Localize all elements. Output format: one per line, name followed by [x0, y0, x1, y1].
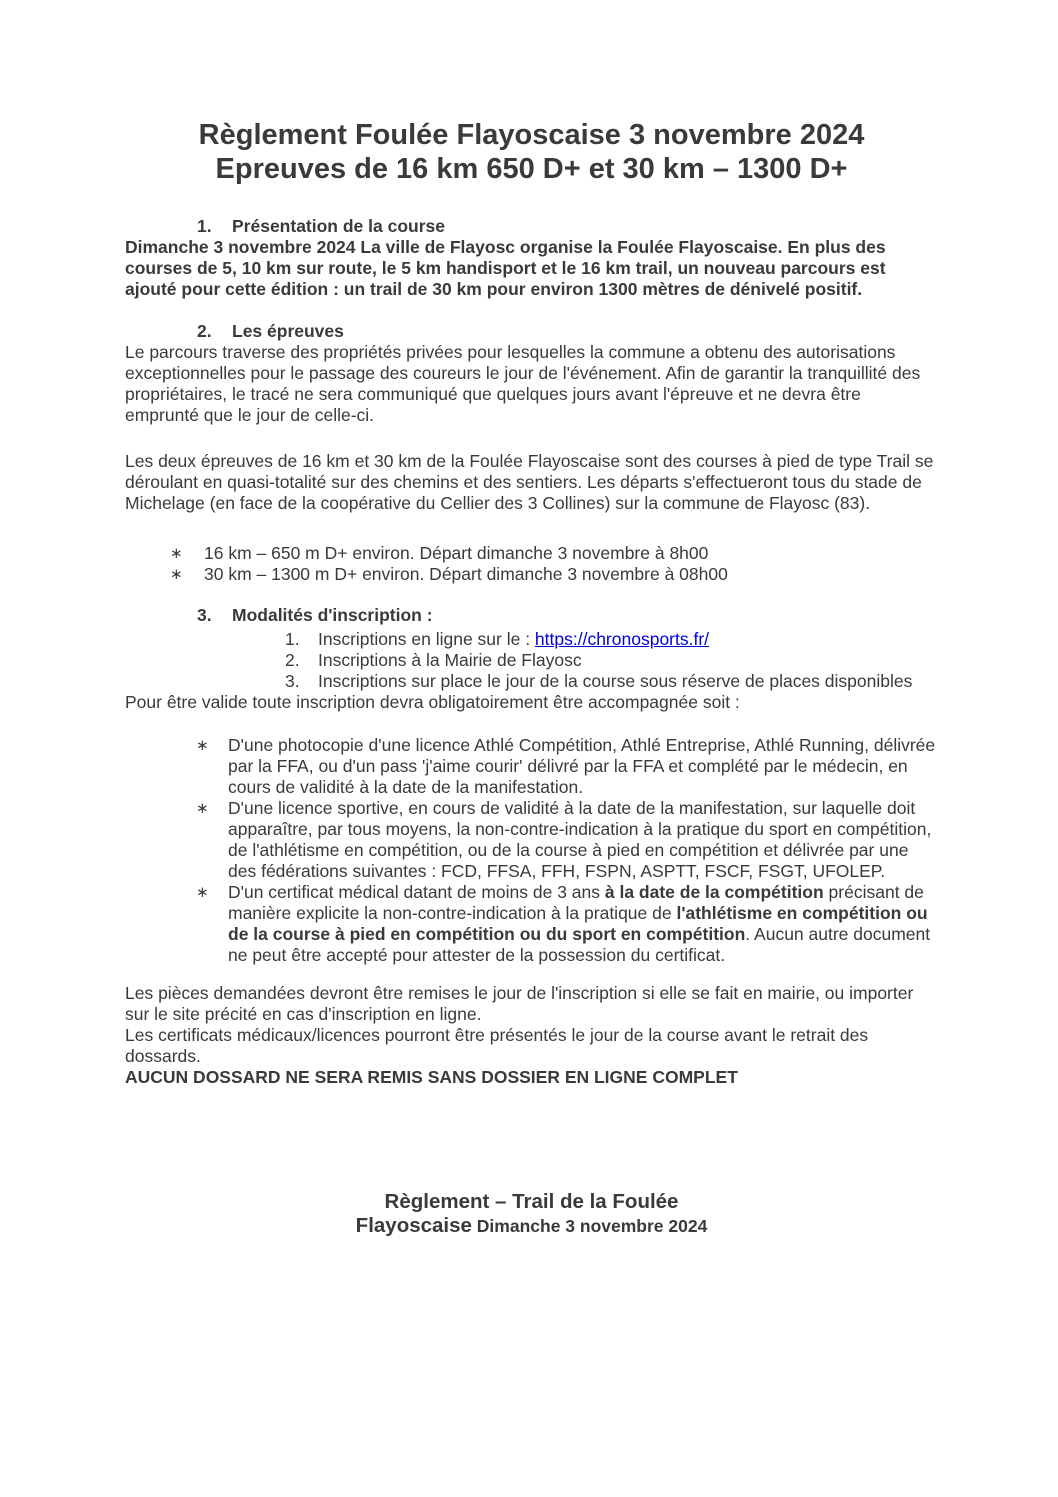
page-footer [125, 1189, 938, 1238]
title-line-2: Epreuves de 16 km 650 D+ et 30 km – 1300 D+ [215, 153, 848, 185]
registration-online-text: Inscriptions en ligne sur le : [318, 629, 535, 649]
registration-mairie: Inscriptions à la Mairie de Flayosc [318, 650, 582, 670]
certificate-bold-2: l'athlétisme en compétition ou de la course à pied en compétition ou du sport en compétition [228, 903, 928, 944]
spacer [125, 426, 938, 451]
license-bullet-list [125, 735, 938, 966]
list-item [170, 564, 938, 585]
event-30km: 30 km – 1300 m D+ environ. Départ dimanche 3 novembre à 08h00 [204, 564, 728, 584]
spacer [125, 585, 938, 605]
license-sportive: D'une licence sportive, en cours de validité à la date de la manifestation, sur laquelle doit apparaître, par tous moyens, la non-contre-indication à la pratique du sport en compétition, de l'athlétisme en compétition, ou de la course à pied en compétition et délivrée par une des fédérations suivantes : FCD, FFSA, FFH, FSPN, ASPTT, FSCF, FSGT, UFOLEP. [228, 798, 932, 881]
closing-paragraph-1: Les pièces demandées devront être remises le jour de l'inscription si elle se fait en mairie, ou importer sur le site précité en cas d'inscription en ligne. [125, 983, 914, 1024]
certificate-text: . Aucun autre document ne peut être accepté pour attester de la possession du certificat. [228, 924, 931, 965]
footer-line-1: Règlement – Trail de la Foulée [384, 1190, 679, 1213]
section-1-number: 1. [197, 216, 212, 236]
list-item [170, 543, 938, 564]
events-bullet-list [125, 543, 938, 585]
bullet-icon: ∗ [196, 884, 209, 901]
section-2-number: 2. [197, 321, 212, 341]
bullet-icon: ∗ [170, 545, 183, 562]
registration-numbered-list [125, 629, 938, 692]
bullet-icon: ∗ [196, 800, 209, 817]
document-title [125, 118, 938, 186]
section-2-title: Les épreuves [232, 321, 344, 341]
certificate-bold-1: à la date de la compétition [604, 882, 824, 902]
footer-line-2 [125, 1214, 938, 1238]
section-2-paragraph-1: Le parcours traverse des propriétés privées pour lesquelles la commune a obtenu des autorisations exceptionnelles pour le passage des coureurs le jour de l'événement. Afin de garantir la tranquillité des propriétaires, le tracé ne sera communiqué que quelques jours avant l'épreuve et ne devra être emprunté que le jour de celle-ci. [125, 342, 921, 425]
medical-certificate [228, 882, 938, 966]
bullet-icon: ∗ [170, 566, 183, 583]
list-item [285, 629, 938, 650]
spacer [125, 713, 938, 735]
license-ffa: D'une photocopie d'une licence Athlé Compétition, Athlé Entreprise, Athlé Running, délivrée par la FFA, ou d'un pass 'j'aime courir' délivré par la FFA et complété par le médecin, en cours de validité à la date de la manifestation. [228, 735, 936, 797]
section-1-paragraph: Dimanche 3 novembre 2024 La ville de Flayosc organise la Foulée Flayoscaise. En plus des courses de 5, 10 km sur route, le 5 km handisport et le 16 km trail, un nouveau parcours est ajouté pour cette édition : un trail de 30 km pour environ 1300 mètres de dénivelé positif. [125, 237, 886, 299]
section-3-title: Modalités d'inscription : [232, 605, 433, 625]
item-number: 3. [285, 671, 300, 691]
event-16km: 16 km – 650 m D+ environ. Départ dimanche 3 novembre à 8h00 [204, 543, 709, 563]
list-item [196, 798, 938, 882]
section-2-paragraph-2: Les deux épreuves de 16 km et 30 km de la Foulée Flayoscaise sont des courses à pied de type Trail se déroulant en quasi-totalité sur des chemins et des sentiers. Les départs s'effectueront tous du stade de Michelage (en face de la coopérative du Cellier des 3 Collines) sur la commune de Flayosc (83). [125, 451, 934, 513]
certificate-text: précisant de manière explicite la non-contre-indication à la pratique de [228, 882, 924, 923]
title-line-1: Règlement Foulée Flayoscaise 3 novembre 2024 [198, 119, 865, 151]
spacer [125, 966, 938, 983]
footer-event-name: Flayoscaise [355, 1214, 472, 1237]
spacer [125, 514, 938, 543]
bullet-icon: ∗ [196, 737, 209, 754]
section-2-heading [197, 321, 938, 342]
section-3-number: 3. [197, 605, 212, 625]
list-item [196, 735, 938, 798]
section-3-heading [197, 605, 938, 626]
chronosports-link[interactable]: https://chronosports.fr/ [534, 629, 710, 649]
item-number: 2. [285, 650, 300, 670]
registration-online [318, 629, 938, 650]
footer-date: Dimanche 3 novembre 2024 [471, 1216, 708, 1236]
item-number: 1. [285, 629, 300, 649]
certificate-text: D'un certificat médical datant de moins de 3 ans [228, 882, 605, 902]
registration-onsite: Inscriptions sur place le jour de la course sous réserve de places disponibles [318, 671, 913, 691]
section-1-heading [197, 216, 938, 237]
section-1-title: Présentation de la course [232, 216, 445, 236]
validity-intro: Pour être valide toute inscription devra obligatoirement être accompagnée soit : [125, 692, 740, 712]
spacer [125, 300, 938, 321]
warning-line: AUCUN DOSSARD NE SERA REMIS SANS DOSSIER EN LIGNE COMPLET [125, 1067, 738, 1087]
list-item [196, 882, 938, 966]
list-item [285, 650, 938, 671]
closing-paragraph-2: Les certificats médicaux/licences pourront être présentés le jour de la course avant le retrait des dossards. [125, 1025, 869, 1066]
list-item [285, 671, 938, 692]
